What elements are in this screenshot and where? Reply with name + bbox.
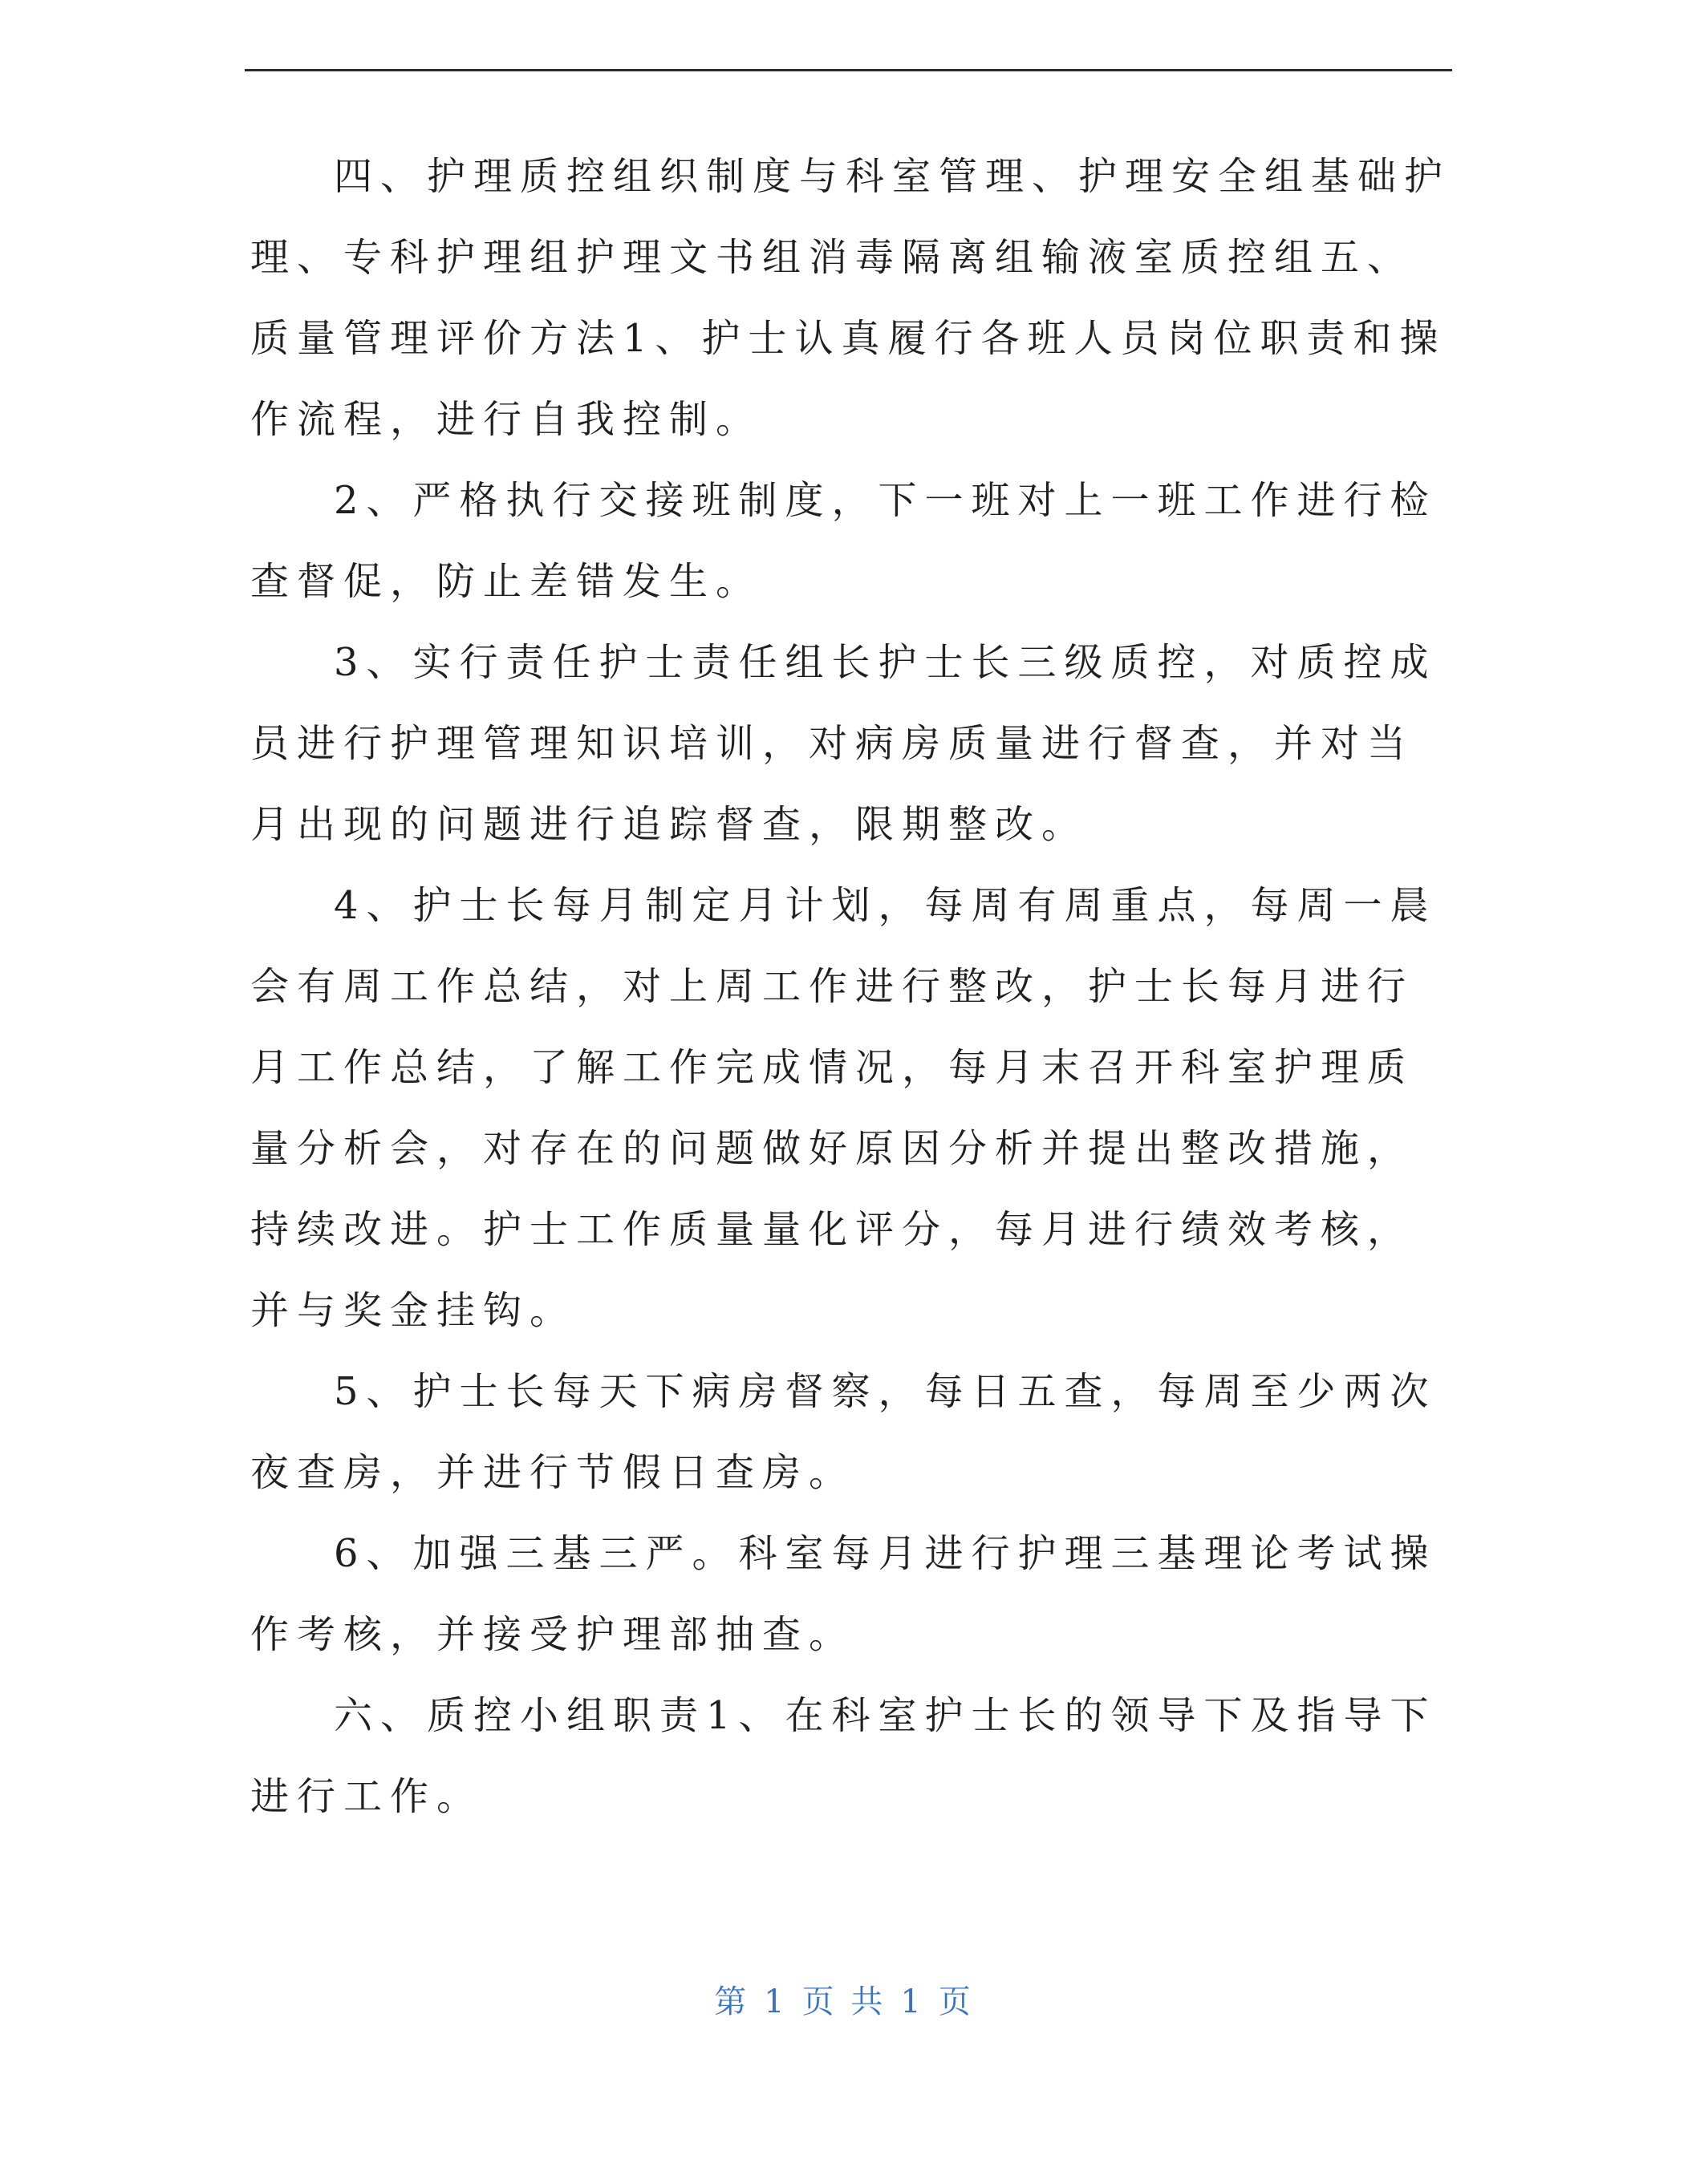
document-body [250, 136, 1452, 1838]
paragraph-item-6: 6、加强三基三严。科室每月进行护理三基理论考试操作考核，并接受护理部抽查。 [250, 1531, 1437, 1657]
header-rule [245, 69, 1452, 71]
paragraph-section-6: 六、质控小组职责1、在科室护士长的领导下及指导下进行工作。 [250, 1693, 1437, 1819]
page-footer [0, 1982, 1688, 2022]
footer-prefix: 第 [714, 1983, 750, 2020]
footer-current-page: 1 [764, 1983, 788, 2020]
footer-total-pages: 1 [900, 1983, 924, 2020]
paragraph-item-5: 5、护士长每天下病房督察，每日五查，每周至少两次夜查房，并进行节假日查房。 [250, 1369, 1437, 1495]
footer-suffix: 页 [938, 1983, 974, 2020]
paragraph-item-2: 2、严格执行交接班制度，下一班对上一班工作进行检查督促，防止差错发生。 [250, 478, 1437, 604]
footer-middle: 页 共 [801, 1983, 887, 2020]
paragraph-section-4: 四、护理质控组织制度与科室管理、护理安全组基础护理、专科护理组护理文书组消毒隔离组输液室质控组五、质量管理评价方法1、护士认真履行各班人员岗位职责和操作流程，进行自我控制。 [250, 154, 1451, 442]
paragraph-item-4: 4、护士长每月制定月计划，每周有周重点，每周一晨会有周工作总结，对上周工作进行整改，护士长每月进行月工作总结，了解工作完成情况，每月末召开科室护理质量分析会，对存在的问题做好原因分析并提出整改措施，持续改进。护士工作质量量化评分，每月进行绩效考核，并与奖金挂钩。 [250, 883, 1437, 1333]
paragraph-item-3: 3、实行责任护士责任组长护士长三级质控，对质控成员进行护理管理知识培训，对病房质量进行督查，并对当月出现的问题进行追踪督查，限期整改。 [250, 640, 1437, 847]
